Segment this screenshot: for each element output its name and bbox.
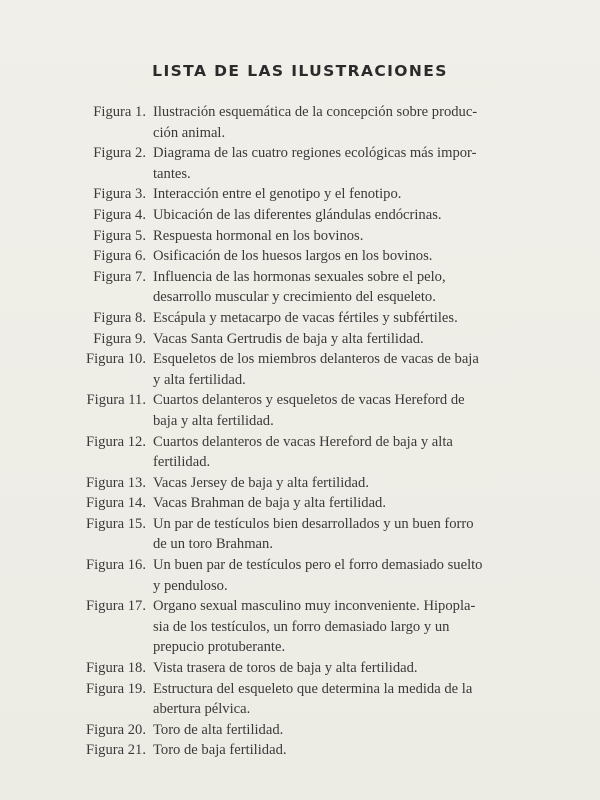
figure-number: 16.	[127, 557, 146, 574]
figure-description	[147, 596, 522, 658]
description-line: Toro de alta fertilidad.	[153, 721, 284, 738]
description-line: prepucio protuberante.	[153, 639, 286, 656]
figure-description	[147, 493, 522, 514]
figure-number: 17.	[127, 598, 146, 615]
figure-entry	[62, 514, 522, 555]
description-line: Toro de baja fertilidad.	[153, 742, 287, 759]
figure-entry	[62, 473, 522, 494]
figure-number: 10.	[127, 351, 146, 368]
figure-word: Figura	[85, 495, 125, 512]
description-line: abertura pélvica.	[153, 701, 251, 718]
figure-description	[147, 205, 522, 226]
figure-entry	[62, 329, 522, 350]
description-line: Ubicación de las diferentes glándulas endócrinas.	[153, 206, 442, 223]
figure-number: 12.	[127, 433, 146, 450]
figure-description	[147, 329, 522, 350]
figure-entry	[62, 679, 522, 720]
figure-label	[62, 102, 147, 123]
figure-number: 6.	[135, 248, 146, 265]
figure-word: Figura	[93, 206, 132, 223]
figure-word: Figura	[93, 186, 132, 203]
figure-entry	[62, 143, 522, 184]
figure-number: 5.	[135, 227, 146, 244]
description-line: desarrollo muscular y crecimiento del esqueleto.	[153, 289, 436, 306]
figure-number: 13.	[127, 474, 146, 491]
figure-word: Figura	[85, 680, 125, 697]
figure-entry	[62, 390, 522, 431]
figure-description	[147, 555, 522, 596]
figure-description	[147, 226, 522, 247]
figure-label	[62, 658, 147, 679]
figure-label	[62, 143, 147, 164]
figure-number: 11.	[128, 392, 146, 409]
figure-description	[147, 246, 522, 267]
description-line: Osificación de los huesos largos en los bovinos.	[153, 248, 433, 265]
figure-number: 9.	[135, 330, 146, 347]
figure-number: 21.	[127, 742, 146, 759]
page-title: LISTA DE LAS ILUSTRACIONES	[152, 62, 448, 80]
description-line: sia de los testículos, un forro demasiado largo y un	[153, 618, 450, 635]
description-line: Vista trasera de toros de baja y alta fertilidad.	[153, 660, 418, 677]
description-line: y penduloso.	[153, 577, 228, 594]
figure-word: Figura	[93, 145, 132, 162]
figure-entry	[62, 226, 522, 247]
figure-entry	[62, 349, 522, 390]
description-line: Escápula y metacarpo de vacas fértiles y subfértiles.	[153, 309, 458, 326]
description-line: Vacas Jersey de baja y alta fertilidad.	[153, 474, 369, 491]
description-line: Organo sexual masculino muy inconveniente. Hipopla-	[153, 598, 476, 615]
figure-description	[147, 390, 522, 431]
description-line: Cuartos delanteros y esqueletos de vacas Hereford de	[153, 392, 465, 409]
figure-word: Figura	[93, 227, 132, 244]
figure-label	[62, 473, 147, 494]
figure-number: 7.	[135, 268, 146, 285]
figure-label	[62, 329, 147, 350]
description-line: Influencia de las hormonas sexuales sobre el pelo,	[153, 268, 446, 285]
figure-description	[147, 679, 522, 720]
figure-entry	[62, 555, 522, 596]
figure-number: 4.	[135, 206, 146, 223]
figure-entry	[62, 720, 522, 741]
figure-label	[62, 349, 147, 370]
figure-label	[62, 267, 147, 288]
figure-description	[147, 184, 522, 205]
figure-word: Figura	[93, 268, 132, 285]
description-line: Diagrama de las cuatro regiones ecológicas más impor-	[153, 145, 477, 162]
figure-entry	[62, 740, 522, 761]
figure-entry	[62, 432, 522, 473]
description-line: baja y alta fertilidad.	[153, 412, 274, 429]
description-line: Esqueletos de los miembros delanteros de vacas de baja	[153, 351, 479, 368]
figure-number: 1.	[135, 104, 146, 120]
figure-number: 19.	[127, 680, 146, 697]
figure-description	[147, 740, 522, 761]
figure-word: Figura	[85, 721, 125, 738]
description-line: Respuesta hormonal en los bovinos.	[153, 227, 364, 244]
description-line: fertilidad.	[153, 454, 211, 471]
figure-entry	[62, 308, 522, 329]
description-line: Cuartos delanteros de vacas Hereford de baja y alta	[153, 433, 453, 450]
figure-number: 14.	[127, 495, 146, 512]
figure-word: Figura	[85, 660, 125, 677]
figure-word: Figura	[93, 330, 132, 347]
figure-entry	[62, 596, 522, 658]
figure-description	[147, 143, 522, 184]
figure-entry	[62, 493, 522, 514]
figure-label	[62, 184, 147, 205]
description-line: tantes.	[153, 165, 191, 182]
figure-description	[147, 658, 522, 679]
description-line: Vacas Brahman de baja y alta fertilidad.	[153, 495, 386, 512]
figure-label	[62, 226, 147, 247]
description-line: y alta fertilidad.	[153, 371, 246, 388]
figure-label	[62, 679, 147, 700]
figure-entry	[62, 184, 522, 205]
figure-word: Figura	[85, 557, 125, 574]
figure-number: 2.	[135, 145, 146, 162]
figure-entry	[62, 658, 522, 679]
figure-word: Figura	[93, 309, 132, 326]
figure-entry	[62, 246, 522, 267]
figure-label	[62, 740, 147, 761]
figure-description	[147, 102, 522, 143]
figure-description	[147, 432, 522, 473]
figure-description	[147, 308, 522, 329]
figure-description	[147, 349, 522, 390]
figure-word: Figura	[86, 392, 125, 409]
description-line: Estructura del esqueleto que determina la medida de la	[153, 680, 473, 697]
description-line: Un par de testículos bien desarrollados y un buen forro	[153, 515, 474, 532]
figure-label	[62, 205, 147, 226]
figure-label	[62, 720, 147, 741]
figure-description	[147, 267, 522, 308]
figure-number: 15.	[127, 515, 146, 532]
figure-number: 18.	[127, 660, 146, 677]
figure-word: Figura	[85, 474, 125, 491]
description-line: Ilustración esquemática de la concepción sobre produc-	[153, 104, 478, 120]
figure-word: Figura	[93, 248, 132, 265]
figure-word: Figura	[85, 515, 125, 532]
description-line: Vacas Santa Gertrudis de baja y alta fertilidad.	[153, 330, 424, 347]
description-line: Un buen par de testículos pero el forro demasiado suelto	[153, 557, 483, 574]
figure-label	[62, 514, 147, 535]
figure-word: Figura	[85, 598, 125, 615]
figure-label	[62, 432, 147, 453]
figure-label	[62, 246, 147, 267]
figure-word: Figura	[85, 742, 125, 759]
description-line: de un toro Brahman.	[153, 536, 273, 553]
description-line: Interacción entre el genotipo y el fenotipo.	[153, 186, 402, 203]
figure-label	[62, 390, 147, 411]
figure-list	[62, 102, 522, 761]
figure-word: Figura	[85, 433, 125, 450]
figure-entry	[62, 205, 522, 226]
figure-entry	[62, 267, 522, 308]
figure-entry	[62, 102, 522, 143]
figure-description	[147, 473, 522, 494]
figure-label	[62, 596, 147, 617]
figure-label	[62, 555, 147, 576]
figure-number: 20.	[127, 721, 146, 738]
description-line: ción animal.	[153, 124, 226, 141]
figure-word: Figura	[85, 351, 125, 368]
figure-label	[62, 308, 147, 329]
figure-number: 3.	[135, 186, 146, 203]
figure-description	[147, 514, 522, 555]
figure-word: Figura	[93, 104, 132, 120]
figure-number: 8.	[135, 309, 146, 326]
figure-label	[62, 493, 147, 514]
figure-description	[147, 720, 522, 741]
